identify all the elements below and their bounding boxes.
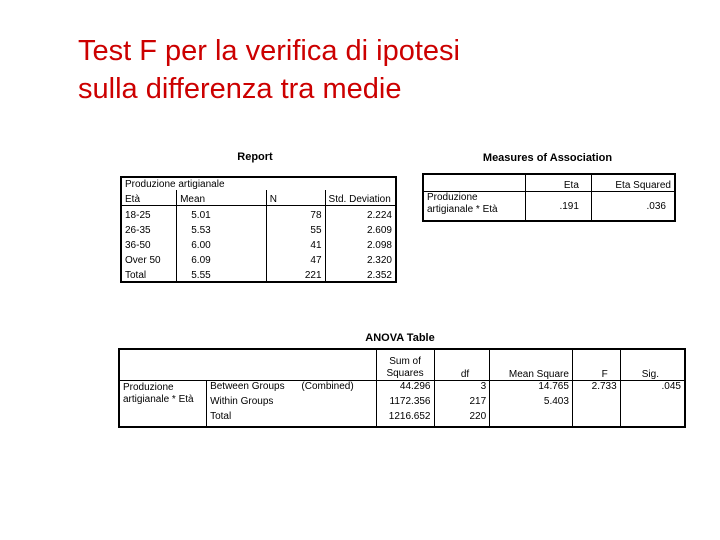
title-line-2: sulla differenza tra medie	[78, 73, 402, 105]
anova-ss: 1172.356	[376, 396, 434, 411]
anova-header-ss: Sum of Squares	[376, 349, 434, 381]
anova-subsource: (Combined)	[298, 381, 376, 397]
anova-header-sig: Sig.	[620, 349, 685, 381]
report-header-mean: Mean	[177, 190, 267, 206]
report-header-eta: Età	[121, 190, 177, 206]
association-corner	[423, 174, 525, 192]
table-row	[121, 221, 396, 236]
anova-ms: 14.765	[490, 381, 573, 397]
anova-sig	[620, 396, 685, 411]
anova-ms	[490, 411, 573, 427]
report-cell: 26-35	[121, 221, 177, 236]
anova-sig: .045	[661, 381, 681, 392]
report-cell: 2.320	[366, 255, 392, 266]
anova-source: Between Groups	[210, 381, 285, 392]
report-cell: 2.352	[366, 270, 392, 281]
anova-df: 3	[434, 381, 490, 397]
anova-ss: 44.296	[376, 381, 434, 397]
association-header-eta-squared: Eta Squared	[591, 174, 675, 192]
report-cell: Over 50	[121, 251, 177, 266]
anova-f	[572, 411, 620, 427]
table-row	[119, 381, 685, 397]
report-cell: 55	[266, 221, 325, 236]
anova-source: Within Groups	[207, 396, 377, 411]
report-cell: 36-50	[121, 236, 177, 251]
anova-corner	[119, 349, 376, 381]
table-row	[121, 236, 396, 251]
report-cell: 6.00	[177, 236, 267, 251]
anova-table	[118, 348, 686, 428]
anova-f: 2.733	[572, 381, 620, 397]
report-header-std: Std. Deviation	[325, 190, 396, 206]
association-eta-squared-value: .036	[646, 200, 666, 212]
slide-title	[78, 32, 678, 108]
report-cell: 41	[266, 236, 325, 251]
anova-header-ms: Mean Square	[490, 349, 573, 381]
report-table	[120, 176, 397, 283]
association-eta-value: .191	[525, 192, 591, 222]
table-row	[121, 266, 396, 282]
report-cell: 5.55	[177, 266, 267, 282]
anova-source: Total	[207, 411, 377, 427]
report-variable-label: Produzione artigianale	[125, 179, 225, 190]
report-cell: 2.609	[366, 225, 392, 236]
anova-sig	[620, 411, 685, 427]
report-cell: 18-25	[121, 206, 177, 222]
anova-row-label: Produzione artigianale * Età	[119, 381, 207, 428]
anova-header-df: df	[434, 349, 490, 381]
title-line-1: Test F per la verifica di ipotesi	[78, 35, 460, 67]
report-cell: 47	[266, 251, 325, 266]
report-cell: 221	[266, 266, 325, 282]
anova-f	[572, 396, 620, 411]
anova-df: 220	[434, 411, 490, 427]
report-cell: 2.098	[366, 240, 392, 251]
report-cell: 78	[266, 206, 325, 222]
anova-df: 217	[434, 396, 490, 411]
report-cell: 6.09	[177, 251, 267, 266]
table-row	[121, 251, 396, 266]
association-header-eta: Eta	[525, 174, 591, 192]
anova-caption: ANOVA Table	[365, 332, 435, 344]
report-cell: 5.53	[177, 221, 267, 236]
report-caption: Report	[237, 151, 273, 163]
association-caption: Measures of Association	[482, 152, 613, 164]
association-table	[422, 173, 676, 222]
anova-header-f: F	[572, 349, 620, 381]
anova-ss: 1216.652	[376, 411, 434, 427]
report-cell: Total	[121, 266, 177, 282]
anova-ms: 5.403	[490, 396, 573, 411]
report-header-n: N	[266, 190, 325, 206]
report-cell: 2.224	[366, 210, 392, 221]
table-row	[121, 206, 396, 222]
report-cell: 5.01	[177, 206, 267, 222]
table-row	[423, 192, 675, 222]
association-row-label: Produzione artigianale * Età	[423, 192, 525, 222]
